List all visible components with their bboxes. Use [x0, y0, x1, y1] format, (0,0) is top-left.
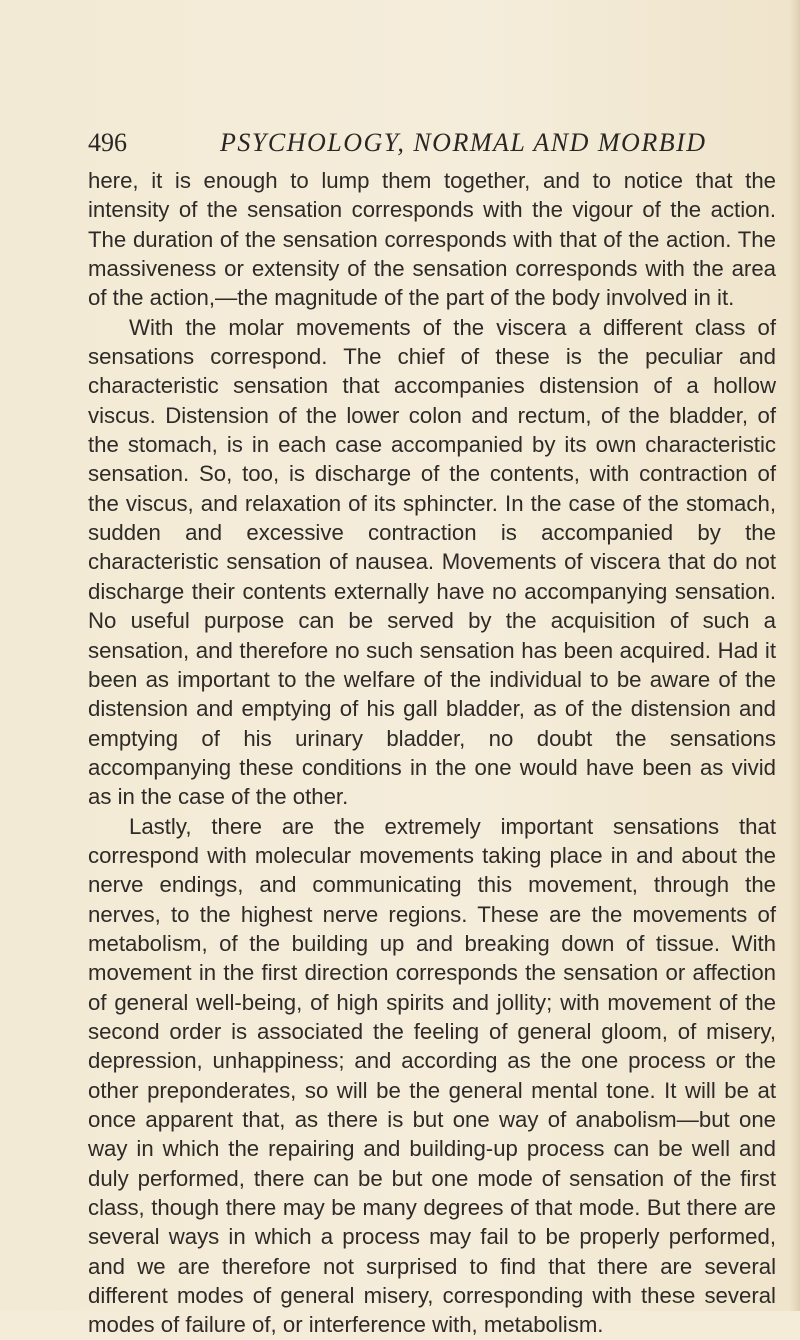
running-title: PSYCHOLOGY, NORMAL AND MORBID — [220, 128, 707, 157]
page-edge-shadow — [790, 0, 800, 1311]
page-number: 496 — [88, 128, 127, 157]
running-head — [88, 126, 788, 160]
paragraph-visceral-sensations: With the molar movements of the viscera a different class of sensations correspond. The chief of these is the peculiar and characteristic sensation that accompanies distension of a hollow viscus. Distension of the lower colon and rectum, of the bladder, of the stomach, is in each case accompanied by its own characteristic sensation. So, too, is discharge of the contents, with contraction of the viscus, and relaxation of its sphincter. In the case of the stomach, sudden and excessive contraction is accompanied by the characteristic sensation of nausea. Movements of viscera that do not discharge their contents externally have no accompanying sensation. No useful purpose can be served by the acquisition of such a sensation, and therefore no such sensation has been acquired. Had it been as important to the welfare of the individual to be aware of the distension and emptying of his gall bladder, as of the distension and emptying of his urinary bladder, no doubt the sensations accompanying these conditions in the one would have been as vivid as in the case of the other. — [88, 314, 776, 810]
paragraph-metabolic-sensations: Lastly, there are the extremely important sensations that correspond with molecular movements taking place in and about the nerve endings, and communicating this movement, through the nerves, to the highest nerve regions. These are the movements of metabolism, of the building up and breaking down of tissue. With movement in the first direction corresponds the sensation or affection of general well-being, of high spirits and jollity; with movement of the second order is associated the feeling of general gloom, of misery, depression, unhappiness; and according as the one process or the other preponderates, so will be the general mental tone. It will be at once apparent that, as there is but one way of anabolism—but one way in which the repairing and building-up process can be well and duly performed, there can be but one mode of sensation of the first class, though there may be many degrees of that mode. But there are several ways in which a process may fail to be properly performed, and we are therefore not surprised to find that there are several different modes of general misery, corresponding with these several modes of failure of, or interference with, metabolism. — [88, 813, 776, 1338]
paragraph-continuation: here, it is enough to lump them together, and to notice that the intensity of the sensation corresponds with the vigour of the action. The duration of the sensation corresponds with that of the action. The massiveness or extensity of the sensation corresponds with the area of the action,—the magnitude of the part of the body involved in it. — [88, 168, 776, 311]
body-text — [88, 166, 776, 1340]
